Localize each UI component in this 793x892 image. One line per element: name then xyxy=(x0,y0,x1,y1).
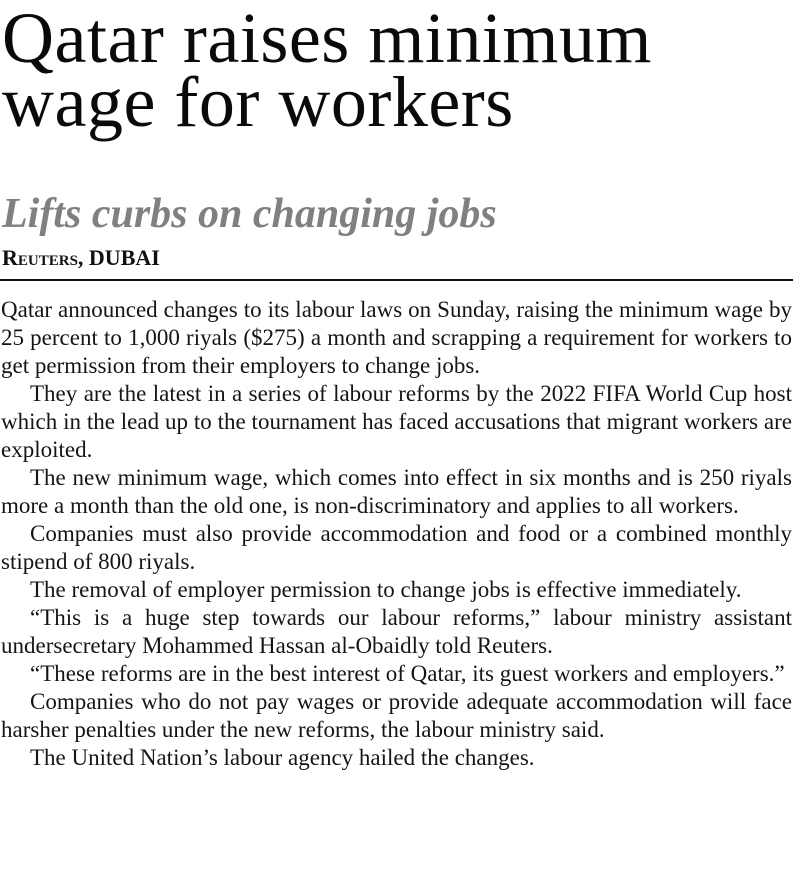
article-paragraph: “These reforms are in the best interest of Qatar, its guest workers and employers.” xyxy=(30,661,785,686)
subheadline: Lifts curbs on changing jobs xyxy=(2,191,497,237)
byline xyxy=(2,244,160,272)
byline-divider xyxy=(0,279,793,281)
byline-separator: , xyxy=(77,245,89,270)
article-body xyxy=(1,296,792,772)
headline: Qatar raises minimum wage for workers xyxy=(2,0,652,142)
byline-agency: Reuters xyxy=(2,245,78,270)
article-paragraph: The new minimum wage, which comes into effect in six months and is 250 riyals more a month than the old one, is non-discriminatory and applies to all workers. xyxy=(1,465,792,518)
article-paragraph: They are the latest in a series of labour reforms by the 2022 FIFA World Cup host which in the lead up to the tournament has faced accusations that migrant workers are exploited. xyxy=(1,381,792,462)
article-paragraph: Companies must also provide accommodation and food or a combined monthly stipend of 800 riyals. xyxy=(1,521,792,574)
article-paragraph: The United Nation’s labour agency hailed the changes. xyxy=(30,745,535,770)
byline-dateline: DUBAI xyxy=(88,245,160,270)
article-paragraph: Companies who do not pay wages or provide adequate accommodation will face harsher penalties under the new reforms, the labour ministry said. xyxy=(1,689,792,742)
article-paragraph: “This is a huge step towards our labour reforms,” labour ministry assistant undersecretary Mohammed Hassan al-Obaidly told Reuters. xyxy=(1,605,792,658)
article-paragraph: The removal of employer permission to change jobs is effective immediately. xyxy=(30,577,742,602)
article-paragraph: Qatar announced changes to its labour laws on Sunday, raising the minimum wage by 25 percent to 1,000 riyals ($275) a month and scrapping a requirement for workers to get permission from their employers to change jobs. xyxy=(1,297,792,378)
